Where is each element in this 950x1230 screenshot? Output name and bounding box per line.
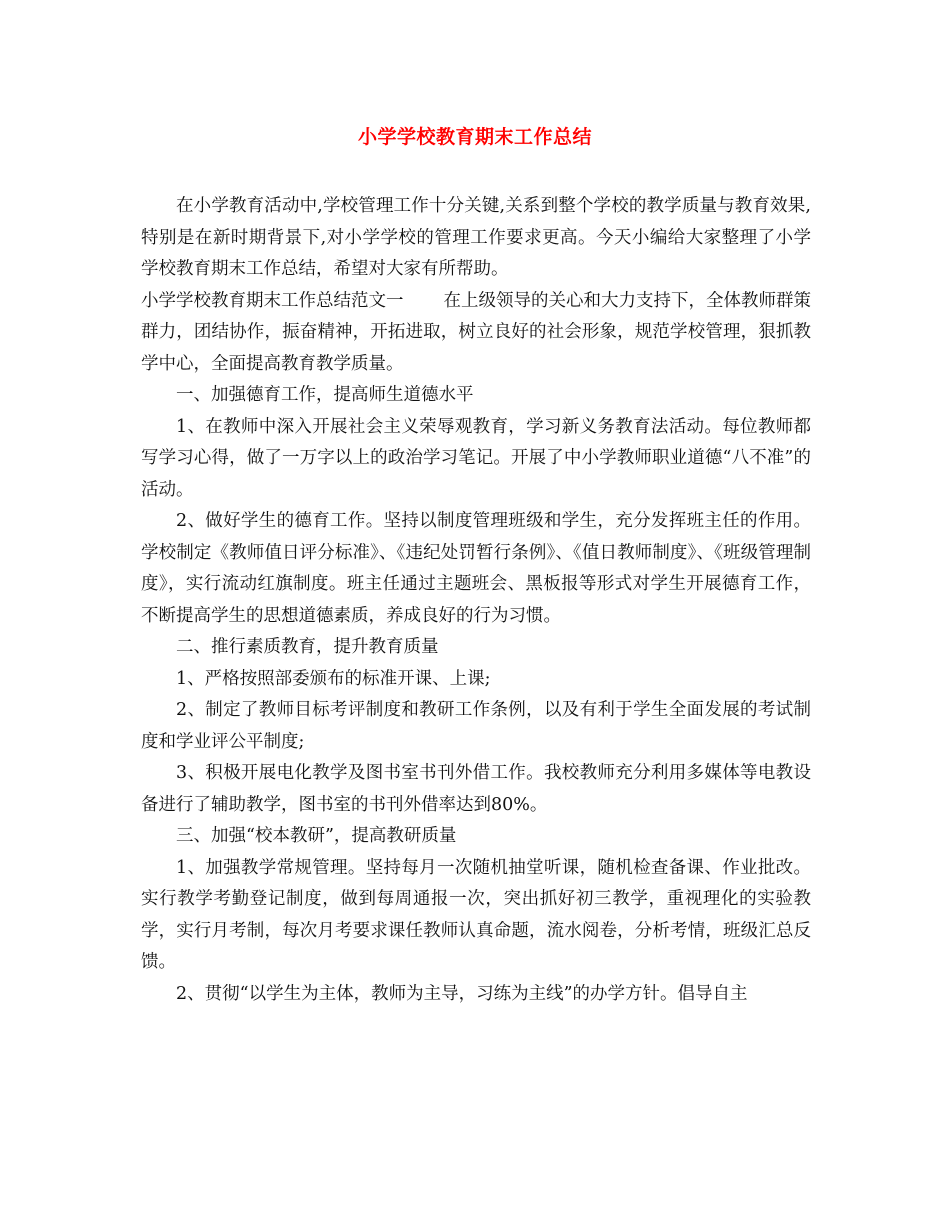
sample-paragraph (141, 286, 811, 381)
body-paragraph: 2、制定了教师目标考评制度和教研工作条例，以及有利于学生全面发展的考试制度和学业评公平制度; (141, 700, 811, 752)
body-paragraph: 1、在教师中深入开展社会主义荣辱观教育，学习新义务教育法活动。每位教师都写学习心得，做了一万字以上的政治学习笔记。开展了中小学教师职业道德“八不准”的活动。 (141, 416, 811, 500)
section-heading-1: 一、加强德育工作，提高师生道德水平 (176, 385, 474, 405)
document-title: 小学学校教育期末工作总结 (357, 126, 592, 148)
sample-label: 小学学校教育期末工作总结范文一 (141, 290, 404, 311)
body-paragraph: 1、加强教学常规管理。坚持每月一次随机抽堂听课，随机检查备课、作业批改。实行教学考勤登记制度，做到每周通报一次，突出抓好初三教学，重视理化的实验教学，实行月考制，每次月考要求课任教师认真命题，流水阅卷，分析考情，班级汇总反馈。 (141, 857, 811, 972)
intro-paragraph: 在小学教育活动中,学校管理工作十分关键,关系到整个学校的教学质量与教育效果,特别是在新时期背景下,对小学学校的管理工作要求更高。今天小编给大家整理了小学学校教育期末工作总结，希望对大家有所帮助。 (141, 196, 811, 279)
section-heading-3: 三、加强“校本教研”，提高教研质量 (176, 826, 457, 846)
document-body (141, 191, 811, 1010)
body-paragraph: 3、积极开展电化教学及图书室书刊外借工作。我校教师充分利用多媒体等电教设备进行了辅助教学，图书室的书刊外借率达到80%。 (141, 763, 811, 815)
body-paragraph: 2、贯彻“以学生为主体，教师为主导，习练为主线”的办学方针。倡导自主 (176, 983, 748, 1004)
section-heading-2: 二、推行素质教育，提升教育质量 (176, 637, 439, 657)
body-paragraph: 1、严格按照部委颁布的标准开课、上课; (176, 668, 491, 689)
sample-text: 在上级领导的关心和大力支持下，全体教师群策群力，团结协作，振奋精神，开拓进取，树立良好的社会形象，规范学校管理，狠抓教学中心，全面提高教育教学质量。 (141, 290, 811, 374)
body-paragraph: 2、做好学生的德育工作。坚持以制度管理班级和学生，充分发挥班主任的作用。学校制定《教师值日评分标准》、《违纪处罚暂行条例》、《值日教师制度》、《班级管理制度》，实行流动红旗制度。班主任通过主题班会、黑板报等形式对学生开展德育工作，不断提高学生的思想道德素质，养成良好的行为习惯。 (141, 511, 811, 626)
